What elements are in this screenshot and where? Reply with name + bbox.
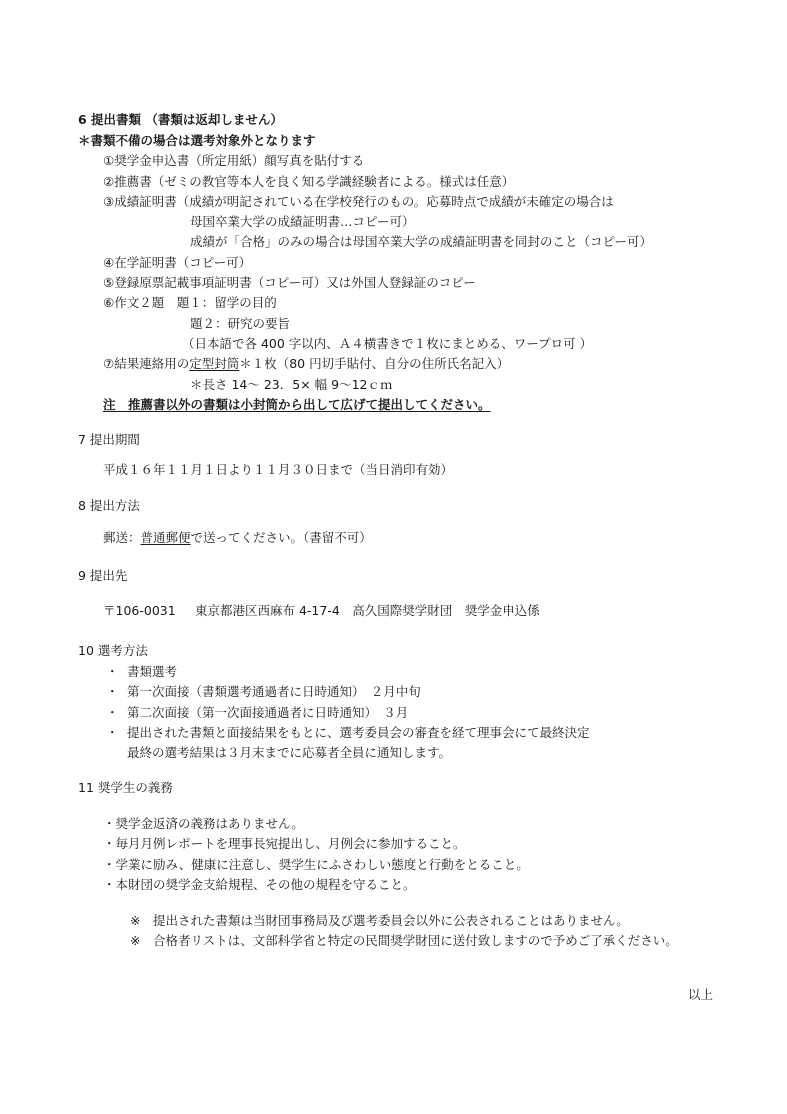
section-8-body-pre: 郵送： [103, 530, 141, 545]
section-6-warning: ＊書類不備の場合は選考対象外となります [78, 133, 316, 148]
section-6-item-7 [103, 358, 509, 371]
section-8-body [103, 532, 372, 545]
section-6-item-7-continued: ＊長さ 14～ 23．5× 幅 9～12ｃｍ [190, 377, 393, 392]
section-9-postal-code: 〒106-0031 [103, 603, 176, 618]
section-10-item-4: 提出された書類と面接結果をもとに、選考委員会の審査を経て理事会にて最終決定 [127, 725, 590, 740]
closing-text: 以上 [688, 987, 714, 1002]
note-1: ※ 提出された書類は当財団事務局及び選考委員会以外に公表されることはありません。 [130, 913, 629, 928]
section-11-heading: 11 奨学生の義務 [78, 780, 173, 795]
section-6-item-2: ②推薦書（ゼミの教官等本人を良く知る学識経験者による。様式は任意） [103, 174, 515, 189]
section-7-body: 平成１６年１１月１日より１１月３０日まで（当日消印有効） [103, 462, 454, 477]
section-10-item-4-continued: 最終の選考結果は３月末までに応募者全員に通知します。 [127, 745, 452, 760]
section-10-item-1: 書類選考 [127, 664, 178, 679]
section-6-item-3-continued-1: 母国卒業大学の成績証明書…コピー可） [190, 214, 415, 229]
section-6-item-3: ③成績証明書（成績が明記されている在学校発行のもの。応募時点で成績が未確定の場合は [103, 194, 614, 209]
section-7-heading: 7 提出期間 [78, 432, 140, 447]
section-9-heading: 9 提出先 [78, 568, 128, 583]
note-2: ※ 合格者リストは、文部科学省と特定の民間奨学財団に送付致しますので予めご了承ください。 [130, 933, 678, 948]
section-6-note: 注 推薦書以外の書類は小封筒から出して広げて提出してください。 [103, 397, 491, 412]
section-11-item-4: ・本財団の奨学金支給規程、その他の規程を守ること。 [103, 877, 416, 892]
section-6-heading: 6 提出書類 （書類は返却しません） [78, 112, 283, 127]
section-8-regular-mail: 普通郵便 [140, 530, 191, 545]
section-11-item-2: ・毎月月例レポートを理事長宛提出し、月例会に参加すること。 [103, 836, 466, 851]
section-6-item-4: ④在学証明書（コピー可） [103, 255, 252, 270]
section-10-bullet-3: ・ [106, 705, 119, 720]
section-8-body-post: で送ってください。（書留不可） [190, 530, 372, 545]
section-10-bullet-4: ・ [106, 725, 119, 740]
section-11-item-3: ・学業に励み、健康に注意し、奨学生にふさわしい態度と行動をとること。 [103, 857, 529, 872]
section-6-item-6-continued-1: 題２：研究の要旨 [190, 316, 291, 331]
section-9-address: 東京都港区西麻布 4-17-4 高久国際奨学財団 奨学金申込係 [195, 603, 540, 618]
section-6-item-7-post: ＊１枚（80 円切手貼付、自分の住所氏名記入） [239, 356, 510, 371]
section-6-item-6: ⑥作文２題 題１：留学の目的 [103, 295, 277, 310]
section-8-heading: 8 提出方法 [78, 498, 140, 513]
section-10-bullet-1: ・ [106, 664, 119, 679]
section-6-item-1: ①奨学金申込書（所定用紙）顔写真を貼付する [103, 153, 365, 168]
section-6-item-3-continued-2: 成績が「合格」のみの場合は母国卒業大学の成績証明書を同封のこと（コピー可） [190, 234, 653, 249]
section-6-item-7-envelope: 定型封筒 [189, 356, 240, 371]
section-6-item-6-continued-2: （日本語で各 400 字以内、Ａ４横書きで１枚にまとめる、ワープロ可 ） [182, 336, 593, 351]
section-10-item-3: 第二次面接（第一次面接通過者に日時通知） ３月 [127, 705, 409, 720]
section-6-item-5: ⑤登録原票記載事項証明書（コピー可）又は外国人登録証のコピー [103, 275, 476, 290]
section-6-item-7-pre: ⑦結果連絡用の [103, 356, 190, 371]
section-10-item-2: 第一次面接（書類選考通過者に日時通知） ２月中旬 [127, 684, 421, 699]
section-10-heading: 10 選考方法 [78, 643, 148, 658]
section-11-item-1: ・奨学金返済の義務はありません。 [103, 816, 304, 831]
section-10-bullet-2: ・ [106, 684, 119, 699]
